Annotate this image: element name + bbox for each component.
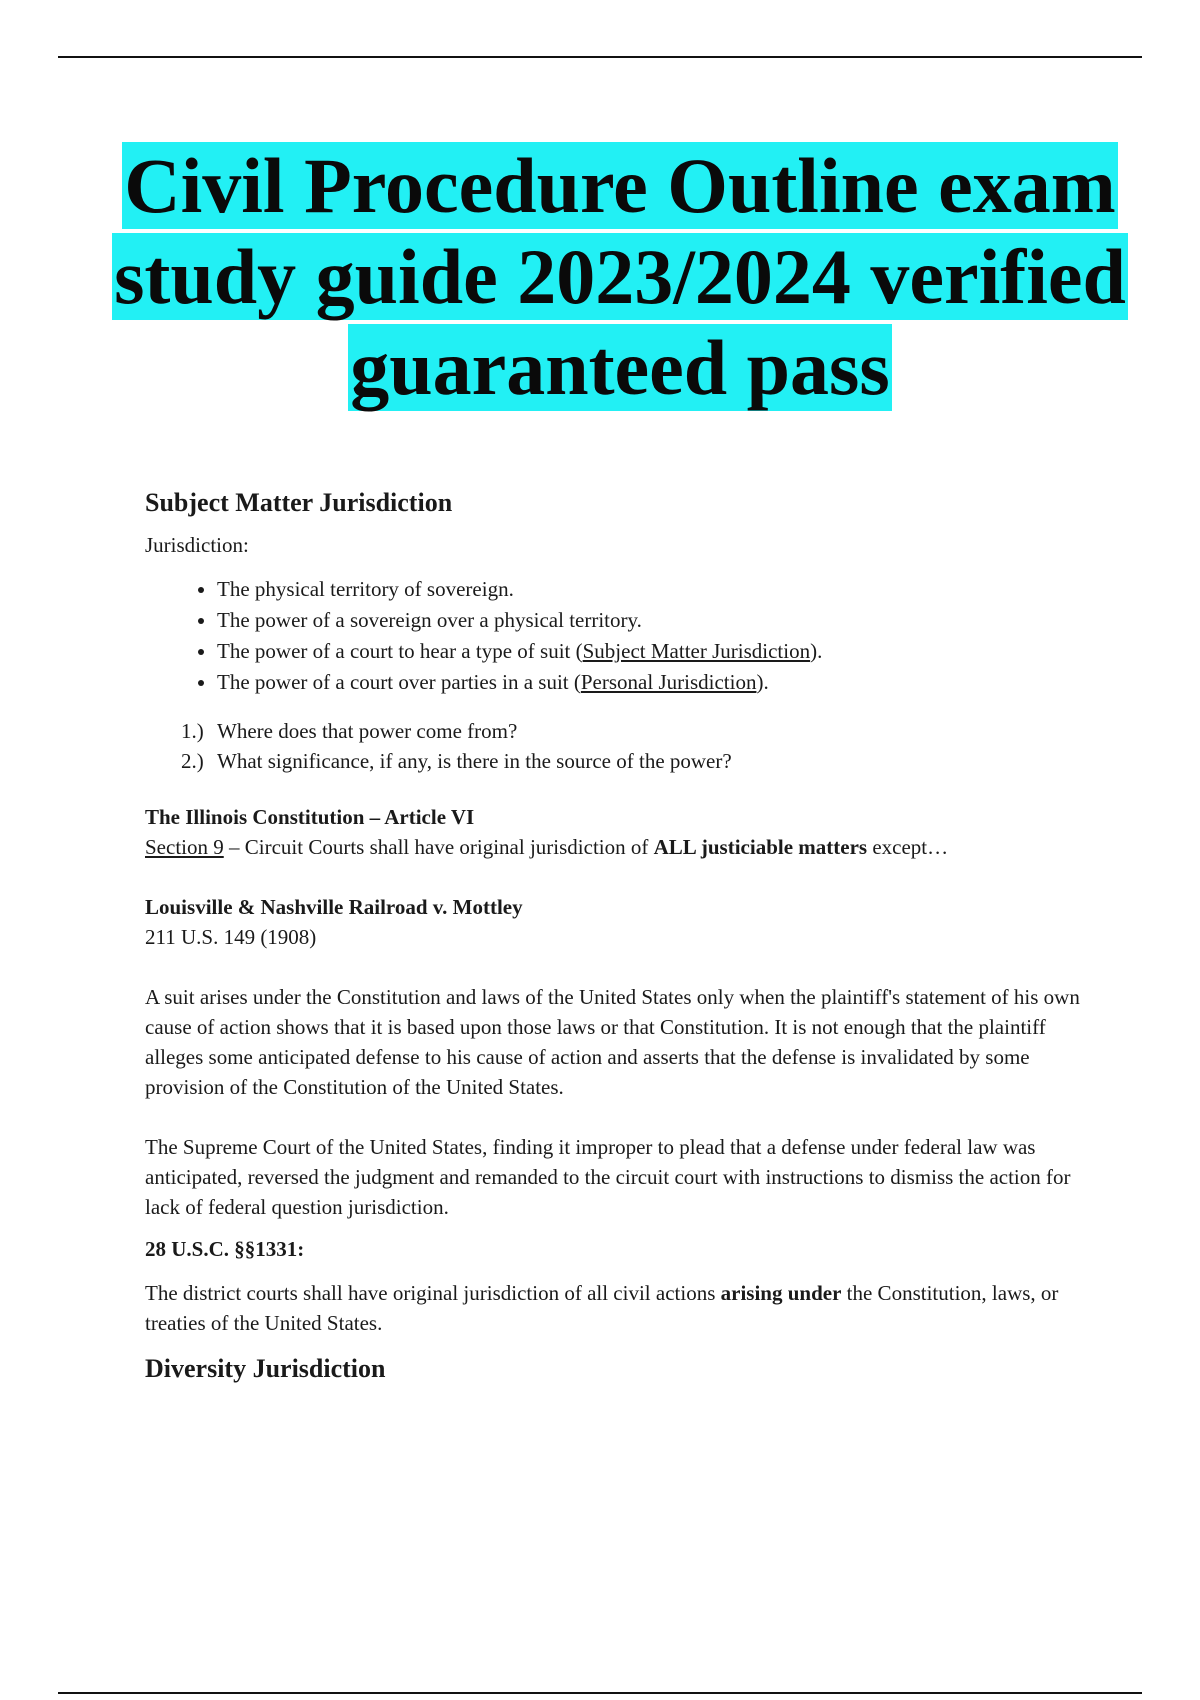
question-list xyxy=(145,716,1105,776)
question-number: 1.) xyxy=(181,719,204,743)
illinois-constitution-block xyxy=(145,802,1105,862)
list-item xyxy=(217,574,1105,605)
question-text: Where does that power come from? xyxy=(217,719,518,743)
top-rule xyxy=(58,56,1142,58)
bullet-text-1: The physical territory of sovereign. xyxy=(217,577,514,601)
usc-paragraph xyxy=(145,1278,1105,1338)
bullet-text-3-pre: The power of a court to hear a type of suit ( xyxy=(217,639,583,663)
bullet-text-4-post: ). xyxy=(756,670,769,694)
personal-jurisdiction-link[interactable]: Personal Jurisdiction xyxy=(580,670,757,694)
section-9-link[interactable]: Section 9 xyxy=(145,835,224,859)
jurisdiction-label: Jurisdiction: xyxy=(145,533,249,557)
list-item xyxy=(217,636,1105,667)
section-heading-subject-matter: Subject Matter Jurisdiction xyxy=(145,488,453,517)
illinois-heading xyxy=(145,802,1105,832)
usc-text-bold: arising under xyxy=(720,1281,842,1305)
bottom-rule xyxy=(58,1692,1142,1694)
title-line-2: study guide 2023/2024 verified xyxy=(114,233,1126,320)
usc-text-pre: The district courts shall have original jurisdiction of all civil actions xyxy=(145,1281,721,1305)
illinois-section-text xyxy=(145,832,1105,862)
list-item xyxy=(217,605,1105,636)
mottley-citation: 211 U.S. 149 (1908) xyxy=(145,925,317,949)
title-line-3: guaranteed pass xyxy=(350,324,890,411)
mottley-heading xyxy=(145,892,1105,922)
bullet-text-2: The power of a sovereign over a physical territory. xyxy=(217,608,642,632)
mottley-case-block xyxy=(145,892,1105,952)
mottley-heading-text: Louisville & Nashville Railroad v. Mottley xyxy=(145,895,523,919)
illinois-heading-text: The Illinois Constitution – Article VI xyxy=(145,805,475,829)
title-line-1: Civil Procedure Outline exam xyxy=(124,142,1116,229)
usc-heading-text: 28 U.S.C. §§1331: xyxy=(145,1237,305,1261)
question-number: 2.) xyxy=(181,749,204,773)
bullet-text-4-pre: The power of a court over parties in a suit ( xyxy=(217,670,581,694)
mottley-paragraph-1: A suit arises under the Constitution and laws of the United States only when the plaintiff's statement of his own cause of action shows that it is based upon those laws or that Constitution. It is not enough that the plaintiff alleges some anticipated defense to his cause of action and asserts that the defense is invalidated by some provision of the Constitution of the United States. xyxy=(145,985,1080,1099)
usc-text-post: the Constitution, laws, or treaties of the United States. xyxy=(145,1281,1059,1335)
document-body xyxy=(145,486,1105,1396)
list-item xyxy=(145,716,1105,746)
illinois-text-bold: ALL justiciable matters xyxy=(653,835,868,859)
usc-heading xyxy=(145,1234,1105,1264)
illinois-text-pre: – Circuit Courts shall have original jurisdiction of xyxy=(223,835,654,859)
bullet-text-3-post: ). xyxy=(810,639,823,663)
question-text: What significance, if any, is there in the source of the power? xyxy=(217,749,732,773)
jurisdiction-bullet-list xyxy=(145,574,1105,698)
list-item xyxy=(145,746,1105,776)
list-item xyxy=(217,667,1105,698)
subject-matter-jurisdiction-link[interactable]: Subject Matter Jurisdiction xyxy=(582,639,811,663)
section-heading-diversity: Diversity Jurisdiction xyxy=(145,1354,386,1383)
mottley-paragraph-2: The Supreme Court of the United States, finding it improper to plead that a defense under federal law was anticipated, reversed the judgment and remanded to the circuit court with instructions to dismiss the action for lack of federal question jurisdiction. xyxy=(145,1135,1071,1219)
illinois-text-post: except… xyxy=(867,835,949,859)
document-title xyxy=(100,140,1140,413)
